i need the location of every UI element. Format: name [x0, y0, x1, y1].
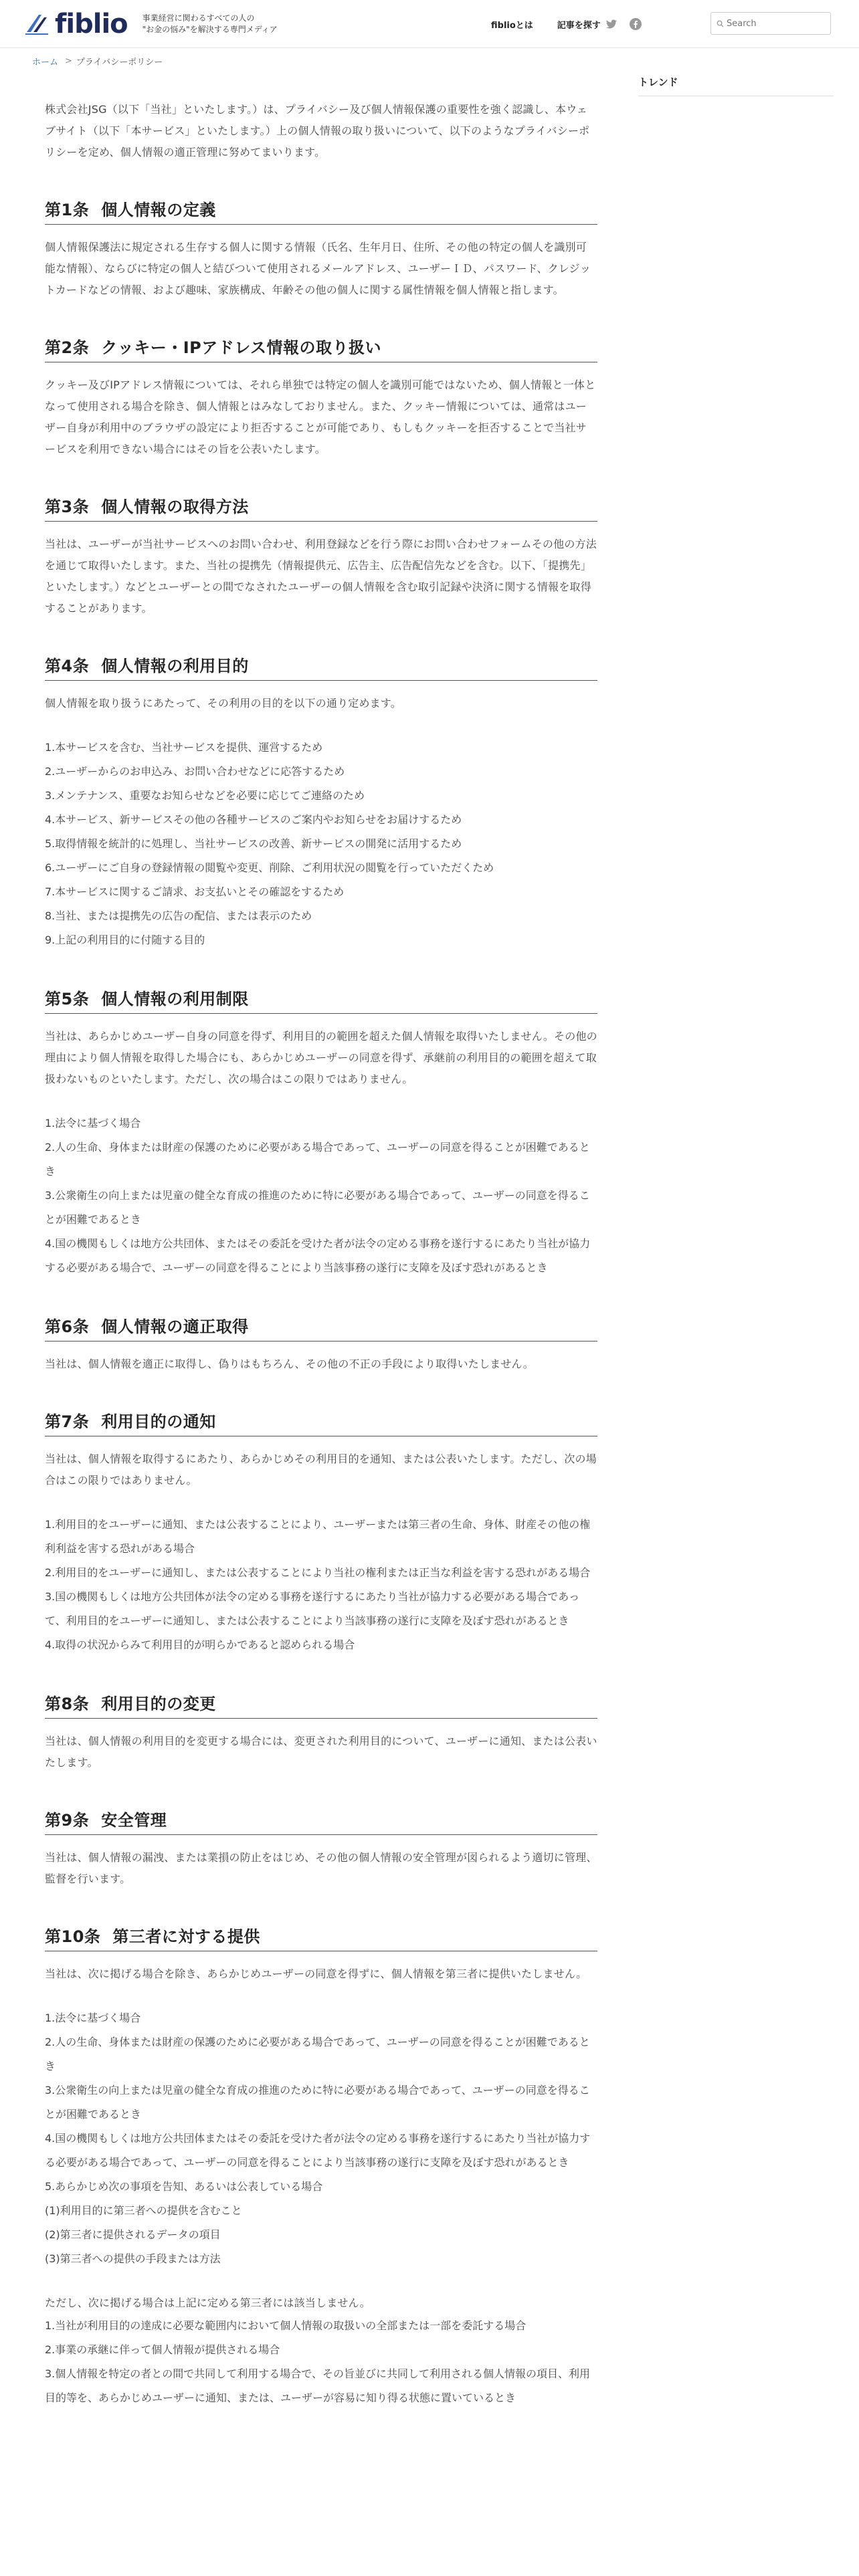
list-item: 4.国の機関もしくは地方公共団体またはその委託を受けた者が法令の定める事務を遂行するにあたり当社が協力する必要がある場合であって、ユーザーの同意を得ることにより当該事務の遂行に支障を及ぼす恐れがあるとき [45, 2132, 591, 2169]
list-item: 3.国の機関もしくは地方公共団体が法令の定める事務を遂行するにあたり当社が協力する必要がある場合であって、利用目的をユーザーに通知し、または公表することにより当該事務の遂行に支障を及ぼす恐れがあるとき [45, 1590, 580, 1627]
list-item: 1.利用目的をユーザーに通知、または公表することにより、ユーザーまたは第三者の生命、身体、財産その他の権利利益を害する恐れがある場合 [45, 1518, 591, 1555]
social-links [605, 0, 653, 48]
logo-text: fiblio [55, 8, 128, 39]
list-item: 4.国の機関もしくは地方公共団体、またはその委託を受けた者が法令の定める事務を遂行するにあたり当社が協力する必要がある場合で、ユーザーの同意を得ることにより当該事務の遂行に支障を及ぼす恐れがあるとき [45, 1237, 591, 1274]
policy-section [45, 494, 597, 619]
sidebar-title: トレンド [638, 75, 834, 96]
logo-mark-icon [24, 12, 51, 36]
section-title: 個人情報の適正取得 [101, 1317, 249, 1336]
policy-section [45, 1313, 597, 1375]
section-number: 第10条 [45, 1927, 101, 1946]
section-number: 第9条 [45, 1811, 90, 1830]
section-number: 第7条 [45, 1412, 90, 1431]
policy-section [45, 197, 597, 301]
list-item: 7.本サービスに関するご請求、お支払いとその確認をするため [45, 885, 345, 898]
list-spacer [45, 1491, 597, 1513]
policy-section [45, 1923, 597, 2410]
section-title: 利用目的の変更 [101, 1695, 216, 1713]
section-title: 第三者に対する提供 [112, 1927, 260, 1946]
list-item: 3.公衆衛生の向上または児童の健全な育成の推進のために特に必要がある場合であって、ユーザーの同意を得ることが困難であるとき [45, 2084, 590, 2121]
facebook-icon[interactable] [629, 17, 642, 31]
policy-section [45, 986, 597, 1280]
section-heading [45, 494, 597, 522]
section-paragraph: 個人情報保護法に規定される生存する個人に関する情報（氏名、生年月日、住所、その他の特定の個人を識別可能な情報）、ならびに特定の個人と結びついて使用されるメールアドレス、ユーザーＩＤ、パスワード、クレジットカードなどの情報、および趣味、家族構成、年齢その他の個人に関する属性情報を個人情報と指します。 [45, 241, 591, 296]
list-item: 2.ユーザーからのお申込み、お問い合わせなどに応答するため [45, 765, 345, 778]
section-title: 個人情報の利用制限 [101, 990, 249, 1008]
policy-content [45, 99, 597, 2410]
tagline-line2: "お金の悩み"を解決する専門メディア [142, 24, 278, 34]
section-paragraph: 当社は、ユーザーが当社サービスへのお問い合わせ、利用登録などを行う際にお問い合わせフォームその他の方法を通じて取得いたします。また、当社の提携先（情報提供元、広告主、広告配信先などを含む。以下、「提携先」といたします。）などとユーザーとの間でなされたユーザーの個人情報を含む取引記録や決済に関する情報を取得することがあります。 [45, 538, 597, 615]
section-number: 第3条 [45, 498, 90, 516]
section-number: 第5条 [45, 990, 90, 1008]
section-paragraph: 当社は、個人情報の漏洩、または業損の防止をはじめ、その他の個人情報の安全管理が図られるよう適切に管理、監督を行います。 [45, 1851, 597, 1885]
policy-section [45, 334, 597, 460]
section-title: 個人情報の利用目的 [101, 657, 249, 675]
section-title: 個人情報の定義 [101, 201, 216, 219]
section-paragraph: ただし、次に掲げる場合は上記に定める第三者には該当しません。 [45, 2296, 371, 2309]
list-item: 8.当社、または提携先の広告の配信、または表示のため [45, 909, 312, 922]
section-paragraph: 当社は、あらかじめユーザー自身の同意を得ず、利用目的の範囲を超えた個人情報を取得いたしません。その他の理由により個人情報を取得した場合にも、あらかじめユーザーの同意を得ず、承継前の利用目的の範囲を超えて取扱わないものといたします。ただし、次の場合はこの限りではありません。 [45, 1030, 597, 1085]
section-heading [45, 653, 597, 681]
section-number: 第8条 [45, 1695, 90, 1713]
section-heading [45, 197, 597, 225]
search-box[interactable] [710, 12, 831, 35]
list-item: 1.法令に基づく場合 [45, 2012, 141, 2024]
breadcrumb-home-link[interactable]: ホーム [32, 58, 59, 68]
list-item: 2.事業の承継に伴って個人情報が提供される場合 [45, 2343, 280, 2356]
list-item: 1.本サービスを含む、当社サービスを提供、運営するため [45, 741, 323, 754]
list-item: (2)第三者に提供されるデータの項目 [45, 2228, 221, 2241]
section-list [45, 736, 597, 952]
site-logo[interactable] [24, 0, 128, 48]
list-item: 3.公衆衛生の向上または児童の健全な育成の推進のために特に必要がある場合であって、ユーザーの同意を得ることが困難であるとき [45, 1189, 590, 1226]
policy-section [45, 1807, 597, 1890]
site-header [0, 0, 859, 48]
twitter-icon[interactable] [605, 17, 618, 31]
section-paragraph: 当社は、個人情報を取得するにあたり、あらかじめその利用目的を通知、または公表いたします。ただし、次の場合はこの限りではありません。 [45, 1453, 597, 1487]
list-item: (3)第三者への提供の手段または方法 [45, 2252, 221, 2265]
section-number: 第6条 [45, 1317, 90, 1336]
section-paragraph: 当社は、個人情報の利用目的を変更する場合には、変更された利用目的について、ユーザーに通知、または公表いたします。 [45, 1735, 597, 1769]
list-item: 4.本サービス、新サービスその他の各種サービスのご案内やお知らせをお届けするため [45, 813, 462, 826]
breadcrumb-current: プライバシーポリシー [76, 58, 163, 68]
intro-paragraph: 株式会社JSG（以下「当社」といたします。）は、プライバシー及び個人情報保護の重要性を強く認識し、本ウェブサイト（以下「本サービス」といたします。）上の個人情報の取り扱いについて、以下のようなプライバシーポリシーを定め、個人情報の適正管理に努めてまいります。 [45, 103, 590, 158]
policy-section [45, 1691, 597, 1774]
section-title: クッキー・IPアドレス情報の取り扱い [101, 338, 382, 357]
section-number: 第4条 [45, 657, 90, 675]
section-paragraph: 当社は、次に掲げる場合を除き、あらかじめユーザーの同意を得ずに、個人情報を第三者に提供いたしません。 [45, 1967, 587, 1980]
list-item: 9.上記の利用目的に付随する目的 [45, 934, 205, 946]
list-item: 4.取得の状況からみて利用目的が明らかであると認められる場合 [45, 1638, 355, 1651]
list-item: 1.当社が利用目的の達成に必要な範囲内において個人情報の取扱いの全部または一部を委託する場合 [45, 2319, 527, 2332]
search-input[interactable] [727, 19, 820, 29]
policy-section [45, 653, 597, 952]
list-item: 3.メンテナンス、重要なお知らせなどを必要に応じてご連絡のため [45, 789, 365, 802]
section-paragraph: 個人情報を取り扱うにあたって、その利用の目的を以下の通り定めます。 [45, 697, 402, 710]
tagline-line1: 事業経営に関わるすべての人の [142, 13, 255, 23]
search-icon [717, 20, 724, 27]
paragraph-spacer [45, 2271, 597, 2292]
section-paragraph: クッキー及びIPアドレス情報については、それら単独では特定の個人を識別可能ではないため、個人情報と一体となって使用される場合を除き、個人情報とはみなしておりません。また、クッキー情報については、通常はユーザー自身が利用中のブラウザの設定により拒否することが可能であり、もしもクッキーを拒否することで当社サービスを利用できない場合にはその旨を公表いたします。 [45, 379, 596, 455]
policy-sections [45, 197, 597, 2410]
sidebar [638, 75, 834, 96]
breadcrumb-separator: > [65, 56, 72, 66]
breadcrumb [32, 55, 163, 68]
section-paragraph: 当社は、個人情報を適正に取得し、偽りはもちろん、その他の不正の手段により取得いたしません。 [45, 1358, 534, 1370]
section-list [45, 2314, 597, 2410]
section-title: 個人情報の取得方法 [101, 498, 249, 516]
list-item: 3.個人情報を特定の者との間で共同して利用する場合で、その旨並びに共同して利用される個人情報の項目、利用目的等を、あらかじめユーザーに通知、または、ユーザーが容易に知り得る状態に置いているとき [45, 2367, 590, 2404]
list-spacer [45, 1090, 597, 1111]
nav-about-link[interactable]: fiblioとは [491, 20, 533, 31]
section-title: 利用目的の通知 [101, 1412, 216, 1431]
list-item: 2.人の生命、身体または財産の保護のために必要がある場合であって、ユーザーの同意を得ることが困難であるとき [45, 2036, 590, 2072]
section-heading [45, 334, 597, 362]
tagline [142, 13, 278, 35]
section-title: 安全管理 [101, 1811, 167, 1830]
nav-search-articles-link[interactable]: 記事を探す [557, 20, 601, 31]
section-heading [45, 1691, 597, 1719]
list-spacer [45, 714, 597, 736]
list-item: 2.利用目的をユーザーに通知し、または公表することにより当社の権利または正当な利益を害する恐れがある場合 [45, 1566, 591, 1579]
section-heading [45, 986, 597, 1014]
section-list [45, 2006, 597, 2271]
section-number: 第2条 [45, 338, 90, 357]
list-item: 5.取得情報を統計的に処理し、当社サービスの改善、新サービスの開発に活用するため [45, 837, 462, 850]
section-heading [45, 1923, 597, 1951]
list-item: (1)利用目的に第三者への提供を含むこと [45, 2204, 242, 2217]
section-heading [45, 1313, 597, 1341]
list-item: 2.人の生命、身体または財産の保護のために必要がある場合であって、ユーザーの同意を得ることが困難であるとき [45, 1141, 590, 1178]
list-spacer [45, 1985, 597, 2006]
section-heading [45, 1807, 597, 1835]
list-item: 6.ユーザーにご自身の登録情報の閲覧や変更、削除、ご利用状況の閲覧を行っていただくため [45, 861, 494, 874]
section-list [45, 1111, 597, 1280]
section-number: 第1条 [45, 201, 90, 219]
list-item: 5.あらかじめ次の事項を告知、あるいは公表している場合 [45, 2180, 323, 2193]
policy-section [45, 1408, 597, 1657]
section-heading [45, 1408, 597, 1436]
section-list [45, 1513, 597, 1657]
list-item: 1.法令に基づく場合 [45, 1117, 141, 1130]
